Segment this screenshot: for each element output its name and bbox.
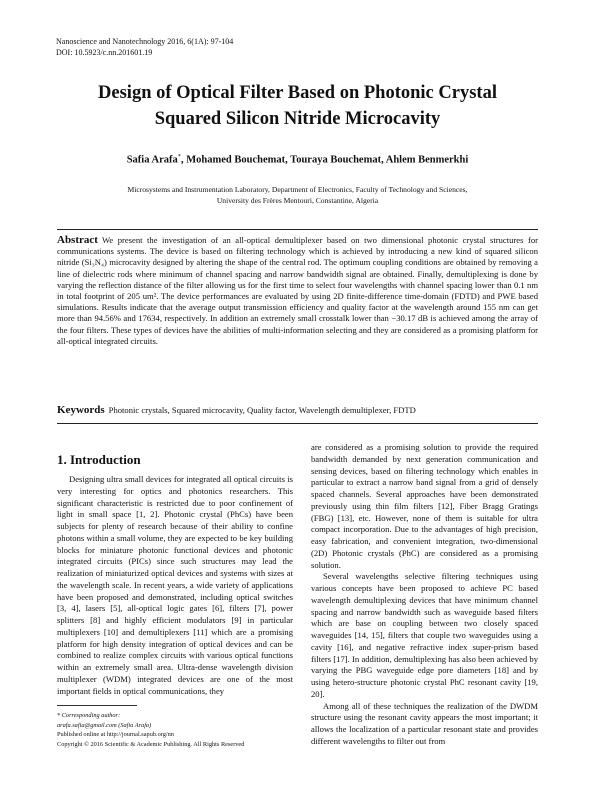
- abstract: [57, 235, 538, 347]
- abstract-top-rule: [57, 229, 538, 230]
- author-list: [40, 153, 555, 166]
- title-line-2: Squared Silicon Nitride Microcavity: [154, 109, 441, 129]
- abstract-bottom-rule: [57, 423, 538, 424]
- paper-title: [40, 80, 555, 132]
- footnote-rule: [57, 705, 137, 706]
- section-heading-introduction: 1. Introduction: [57, 452, 141, 467]
- published-online: Published online at http://journal.sapub.org/nn: [57, 731, 174, 739]
- intro-paragraph-1-continued: are considered as a promising solution to provide the required bandwidth demanded by next generation communication and sensing devices, based on filtering technology which enables in particular to extract a narrow band signal from a grid of densely spaced channels. Several approaches have been demonstrated previously using thin film filters [12], Fiber Bragg Gratings (FBG) [13], etc. However, none of them is suitable for ultra compact incorporation. Due to the advantages of high precision, easy fabrication, and convenient integration, two-dimensional (2D) Photonic crystals (PhC) are considered as a promising solution.: [311, 442, 538, 570]
- affiliation-line-1: Microsystems and Instrumentation Laboratory, Department of Electronics, Faculty of Technology and Sciences,: [127, 185, 468, 194]
- other-authors: , Mohamed Bouchemat, Touraya Bouchemat, Ahlem Benmerkhi: [180, 154, 469, 166]
- corresponding-mark: *: [177, 153, 181, 160]
- intro-paragraph-2: Several wavelengths selective filtering techniques using various concepts have been proposed to achieve PC based wavelength demultiplexing devices that have minimum channel spacing and narrow bandwidth such as waveguide based filters which are base on coupling between two closely spaced waveguides [14, 15], filters that couple two waveguides using a cavity [16], and negative refractive index super-prism based filters [17]. In addition, demultiplexing has also been achieved by varying the PBG waveguide edge pore diameters [18] and by using hetero-structure photonic crystal PhC resonant cavity [19, 20].: [311, 571, 538, 699]
- keywords: [57, 404, 538, 416]
- title-line-1: Design of Optical Filter Based on Photonic Crystal: [98, 83, 497, 103]
- intro-paragraph-1: Designing ultra small devices for integrated all optical circuits is very interesting for optics and photonics researchers. This significant characteristic is restricted due to poor confinement of light in small space [1, 2]. Photonic crystal (PhCs) have been subjects for plenty of research because of their ability to confine photons within a small volume, they are expected to be key building blocks for miniature photonic functional devices and photonic integrated circuits (PICs) since such structures may lead the realization of miniaturized optical devices and systems with sizes at the wavelength scale. In recent years, a wide variety of applications have been proposed and demonstrated, including optical switches [3, 4], lasers [5], all-optical logic gates [6], filters [7], power splitters [8] and highly efficient modulators [9] in particular multiplexers [10] and demultiplexers [11] which are a promising platform for high density integration of optical devices and can be combined to realize complex circuits with various optical functions within an extremely small area. Ultra-dense wavelength division multiplexer (WDM) integrated devices are one of the most important fields in optical communications, they: [57, 474, 293, 696]
- footnote: [57, 711, 293, 749]
- doi: DOI: 10.5923/c.nn.201601.19: [56, 47, 153, 57]
- left-column: [57, 474, 293, 697]
- abstract-label: Abstract: [57, 234, 98, 246]
- journal-header: [56, 37, 233, 58]
- copyright: Copyright © 2016 Scientific & Academic Publishing. All Rights Reserved: [57, 740, 245, 748]
- right-column: [311, 442, 538, 748]
- abstract-text: We present the investigation of an all-optical demultiplexer based on two dimensional photonic crystal structures for communications systems. The device is based on filtering technology which is achieved by introducing a new kind of squared silicon nitride (Si₃N₄) microcavity designed by altering the shape of the central rod. The optimum coupling conditions are obtained by removing a line of dielectric rods where minimum of channel spacing and narrow bandwidth signal are obtained. Finally, demultiplexing is done by varying the reflection distance of the filter allowing us for the first time to select four wavelengths with channel spacing lower than 0.1 nm in total footprint of 205 um². The device performances are evaluated by using 2D finite-difference time-domain (FDTD) and PWE based simulations. Results indicate that the average output transmission efficiency and quality factor at the wavelength around 155 nm can get more than 94.56% and 17634, respectively. In addition an extremely small crosstalk lower than −30.17 dB is achieved among the array of the four filters. These types of devices have the abilities of multi-information selecting and they are considered as a promising platform for all-optical integrated circuits.: [57, 235, 538, 346]
- keywords-label: Keywords: [57, 404, 105, 416]
- corresponding-author-note: * Corresponding author:: [57, 712, 121, 719]
- affiliation-line-2: University des Frères Mentouri, Constantine, Algeria: [216, 196, 379, 205]
- first-author: Safia Arafa: [126, 154, 178, 166]
- keywords-text: Photonic crystals, Squared microcavity, Quality factor, Wavelength demultiplexer, FDTD: [108, 405, 416, 415]
- intro-paragraph-3: Among all of these techniques the realization of the DWDM structure using the resonant cavity appears the most important; it allows the localization of a particular resonant state and provides different wavelengths to filter out from: [311, 700, 538, 746]
- affiliation: [60, 184, 535, 206]
- author-email: arafa.safia@gmail.com (Safia Arafa): [57, 721, 152, 729]
- journal-citation: Nanoscience and Nanotechnology 2016, 6(1A): 97-104: [56, 37, 234, 46]
